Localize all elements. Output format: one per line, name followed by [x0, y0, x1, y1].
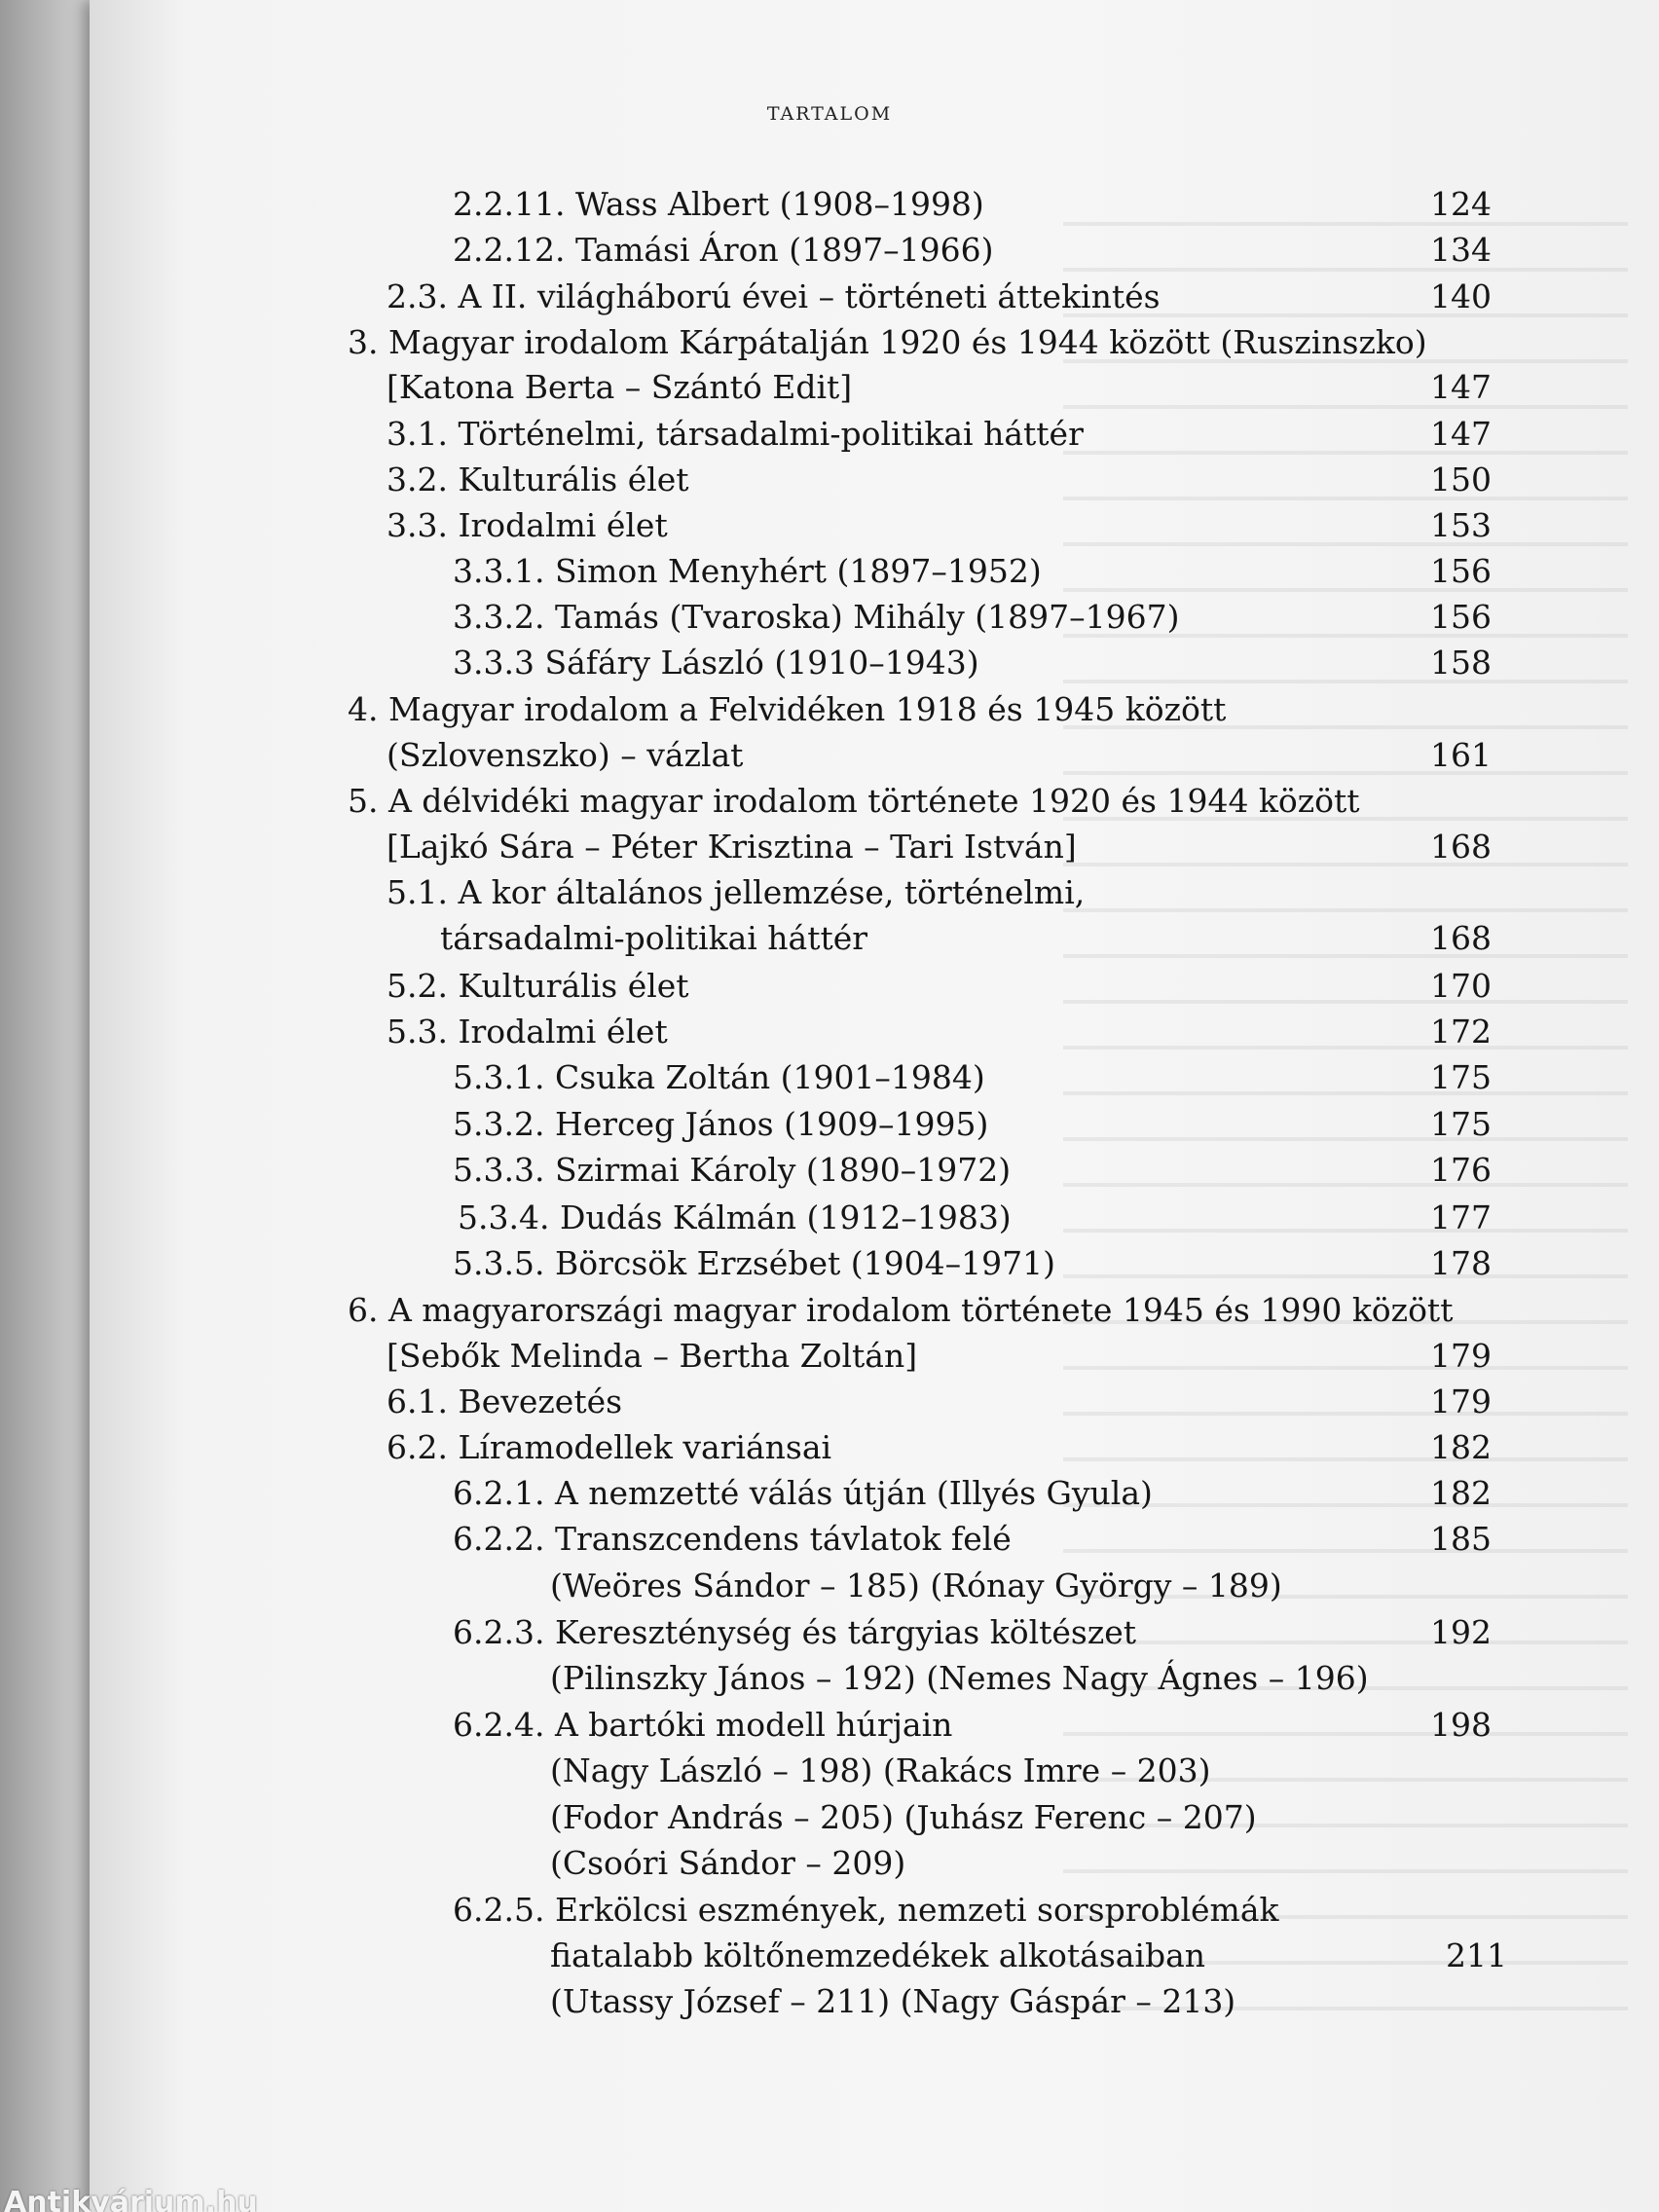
toc-page-number: 153 [1430, 506, 1492, 544]
toc-page-number: 179 [1430, 1337, 1492, 1375]
toc-page-number: 179 [1430, 1382, 1492, 1420]
toc-entry: (Pilinszky János – 192) (Nemes Nagy Ágnes – 196) [550, 1659, 1369, 1697]
toc-entry: 5.3.3. Szirmai Károly (1890–1972) [453, 1151, 1012, 1189]
toc-page-number: 170 [1430, 967, 1492, 1005]
toc-entry: [Lajkó Sára – Péter Krisztina – Tari István] [387, 828, 1077, 866]
toc-entry: (Fodor András – 205) (Juhász Ferenc – 207) [550, 1798, 1257, 1836]
toc-entry: 3.2. Kulturális élet [387, 461, 689, 498]
toc-entry: 3.3.1. Simon Menyhért (1897–1952) [453, 552, 1042, 590]
toc-entry: (Utassy József – 211) (Nagy Gáspár – 213) [550, 1982, 1236, 2020]
toc-page-number: 211 [1446, 1936, 1507, 1974]
toc-entry: (Weöres Sándor – 185) (Rónay György – 189) [550, 1567, 1282, 1604]
toc-entry: 6.2.2. Transzcendens távlatok felé [453, 1520, 1012, 1558]
toc-page-number: 156 [1430, 598, 1492, 636]
toc-page-number: 177 [1430, 1198, 1492, 1236]
toc-page-number: 156 [1430, 552, 1492, 590]
toc-entry: 2.2.12. Tamási Áron (1897–1966) [453, 231, 994, 269]
toc-entry: társadalmi-politikai háttér [440, 919, 868, 957]
toc-page-number: 182 [1430, 1428, 1492, 1466]
toc-entry: 5. A délvidéki magyar irodalom története 1920 és 1944 között [348, 782, 1360, 820]
toc-page-number: 134 [1430, 231, 1492, 269]
toc-entry: 6.2.3. Kereszténység és tárgyias költészet [453, 1613, 1137, 1651]
toc-entry: 6.2.1. A nemzetté válás útján (Illyés Gyula) [453, 1474, 1153, 1512]
toc-page-number: 176 [1430, 1151, 1492, 1189]
toc-entry: 3.3. Irodalmi élet [387, 506, 668, 544]
toc-page-number: 147 [1430, 415, 1492, 453]
toc-entry: 2.2.11. Wass Albert (1908–1998) [453, 185, 984, 223]
toc-entry: 5.2. Kulturális élet [387, 967, 689, 1005]
toc-entry: 3. Magyar irodalom Kárpátalján 1920 és 1944 között (Ruszinszko) [348, 323, 1427, 361]
watermark: Antikvárium.hu [4, 2187, 258, 2212]
toc-page-number: 140 [1430, 277, 1492, 315]
toc-entry: 4. Magyar irodalom a Felvidéken 1918 és 1945 között [348, 690, 1227, 728]
toc-page-number: 161 [1430, 736, 1492, 774]
toc-entry: fiatalabb költőnemzedékek alkotásaiban [550, 1936, 1206, 1974]
toc-entry: 6.2. Líramodellek variánsai [387, 1428, 832, 1466]
toc-entry: 6.1. Bevezetés [387, 1382, 623, 1420]
toc-page-number: 172 [1430, 1013, 1492, 1051]
toc-page-number: 178 [1430, 1244, 1492, 1282]
toc-page-number: 175 [1430, 1058, 1492, 1096]
toc-page-number: 158 [1430, 644, 1492, 682]
running-header: TARTALOM [766, 103, 893, 125]
toc-entry: 5.1. A kor általános jellemzése, történelmi, [387, 873, 1086, 911]
toc-page-number: 182 [1430, 1474, 1492, 1512]
toc-entry: 2.3. A II. világháború évei – történeti áttekintés [387, 277, 1161, 315]
toc-page-number: 192 [1430, 1613, 1492, 1651]
toc-entry: 5.3.5. Börcsök Erzsébet (1904–1971) [453, 1244, 1055, 1282]
toc-entry: 6.2.4. A bartóki modell húrjain [453, 1706, 953, 1744]
toc-entry: 3.3.2. Tamás (Tvaroska) Mihály (1897–1967) [453, 598, 1180, 636]
toc-page-number: 150 [1430, 461, 1492, 498]
toc-entry: (Csoóri Sándor – 209) [550, 1844, 906, 1882]
toc-page-number: 185 [1430, 1520, 1492, 1558]
toc-entry: 6. A magyarországi magyar irodalom története 1945 és 1990 között [348, 1291, 1454, 1329]
toc-entry: [Sebők Melinda – Bertha Zoltán] [387, 1337, 918, 1375]
toc-entry: 5.3.1. Csuka Zoltán (1901–1984) [453, 1058, 985, 1096]
toc-entry: 5.3.2. Herceg János (1909–1995) [453, 1105, 989, 1143]
toc-entry: 3.3.3 Sáfáry László (1910–1943) [453, 644, 979, 682]
toc-page-number: 168 [1430, 919, 1492, 957]
toc-entry: 6.2.5. Erkölcsi eszmények, nemzeti sorsproblémák [453, 1891, 1279, 1929]
toc-entry: [Katona Berta – Szántó Edit] [387, 368, 853, 406]
toc-entry: (Nagy László – 198) (Rakács Imre – 203) [550, 1751, 1211, 1789]
toc-entry: 5.3. Irodalmi élet [387, 1013, 668, 1051]
toc-page-number: 175 [1430, 1105, 1492, 1143]
toc-entry: 5.3.4. Dudás Kálmán (1912–1983) [458, 1198, 1012, 1236]
toc-entry: 3.1. Történelmi, társadalmi-politikai háttér [387, 415, 1084, 453]
toc-entry: (Szlovenszko) – vázlat [387, 736, 744, 774]
toc-page-number: 198 [1430, 1706, 1492, 1744]
toc-page-number: 168 [1430, 828, 1492, 866]
toc-page-number: 124 [1430, 185, 1492, 223]
toc-page-number: 147 [1430, 368, 1492, 406]
